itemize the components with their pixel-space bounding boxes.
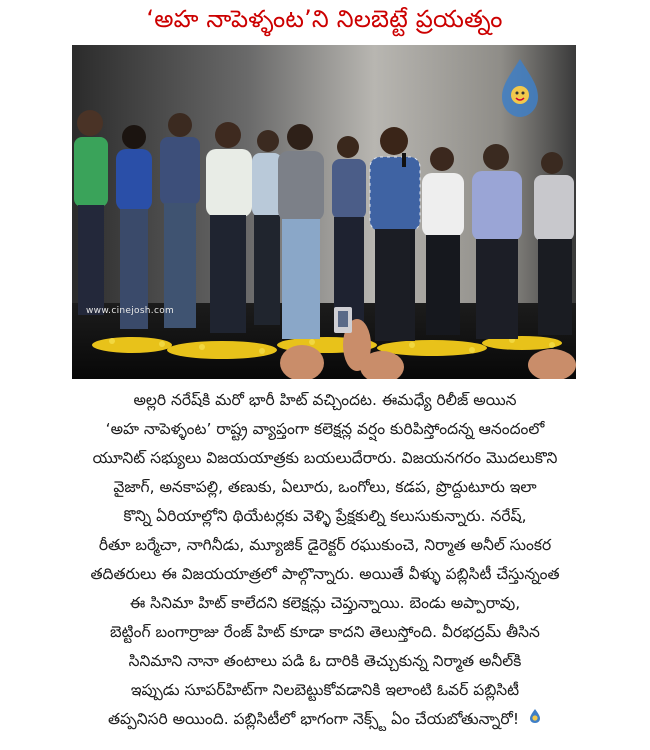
event-photo: [72, 45, 576, 379]
article-line: రీతూ బర్మేచా, నాగినీడు, మ్యూజిక్ డైరెక్టర్ రఘుకుంచె, నిర్మాత అనీల్ సుంకర: [98, 536, 552, 554]
article-line: సినిమాని నానా తంటాలు పడి ఓ దారికి తెచ్చుకున్న నిర్మాత అనీల్‌కి: [128, 652, 522, 670]
article-line: ఈ సినిమా హిట్ కాలేదని కలెక్షన్లు చెప్తున్నాయి. బెండు అప్పారావు,: [129, 594, 521, 612]
article-line: తదితరులు ఈ విజయయాత్రలో పాల్గొన్నారు. అయితే వీళ్ళు పబ్లిసిటీ చేస్తున్నంత: [90, 565, 560, 583]
headline: ‘అహ నాపెళ్ళంట’ని నిలబెట్టే ప్రయత్నం: [146, 5, 503, 33]
article-line: ఇప్పుడు సూపర్‌హిట్‌గా నిలబెట్టుకోవడానికి ఇలాంటి ఓవర్ పబ్లిసిటీ: [130, 681, 520, 699]
article-line: వైజాగ్, అనకాపల్లి, తణుకు, ఏలూరు, ఒంగోలు, కడప, ప్రొద్దుటూరు ఇలా: [113, 478, 537, 496]
article-line: యూనిట్ సభ్యులు విజయయాత్రకు బయలుదేరారు. విజయనగరం మొదలుకొని: [92, 449, 558, 467]
article-line: బెట్టింగ్ బంగార్రాజు రేంజ్ హిట్ కూడా కాదని తెలుస్తోంది. వీరభద్రమ్ తీసిన: [110, 623, 540, 641]
article-line-text: తప్పనిసరి అయింది. పబ్లిసిటీలో భాగంగా నెక్స్ట్ ఏం చేయబోతున్నారో!: [108, 710, 520, 728]
article-body: [8, 386, 642, 746]
drop-logo-icon: [528, 705, 542, 734]
article-line-last: [8, 705, 642, 734]
article-line: కొన్ని ఏరియాల్లోని థియేటర్లకు వెళ్ళి ప్రేక్షకుల్ని కలుసుకున్నారు. నరేష్,: [123, 507, 527, 525]
article-line: అల్లరి నరేష్‌కి మరో భారీ హిట్ వచ్చిందట. ఈమధ్యే రిలీజ్ అయిన: [133, 391, 517, 409]
photo-watermark: www.cinejosh.com: [86, 306, 175, 316]
headline-bar: [72, 4, 577, 40]
article-line: ‘అహ నాపెళ్ళంట’ రాష్ట్ర వ్యాప్తంగా కలెక్షన్ల వర్షం కురిపిస్తోందన్న ఆనందంలో: [105, 420, 545, 438]
